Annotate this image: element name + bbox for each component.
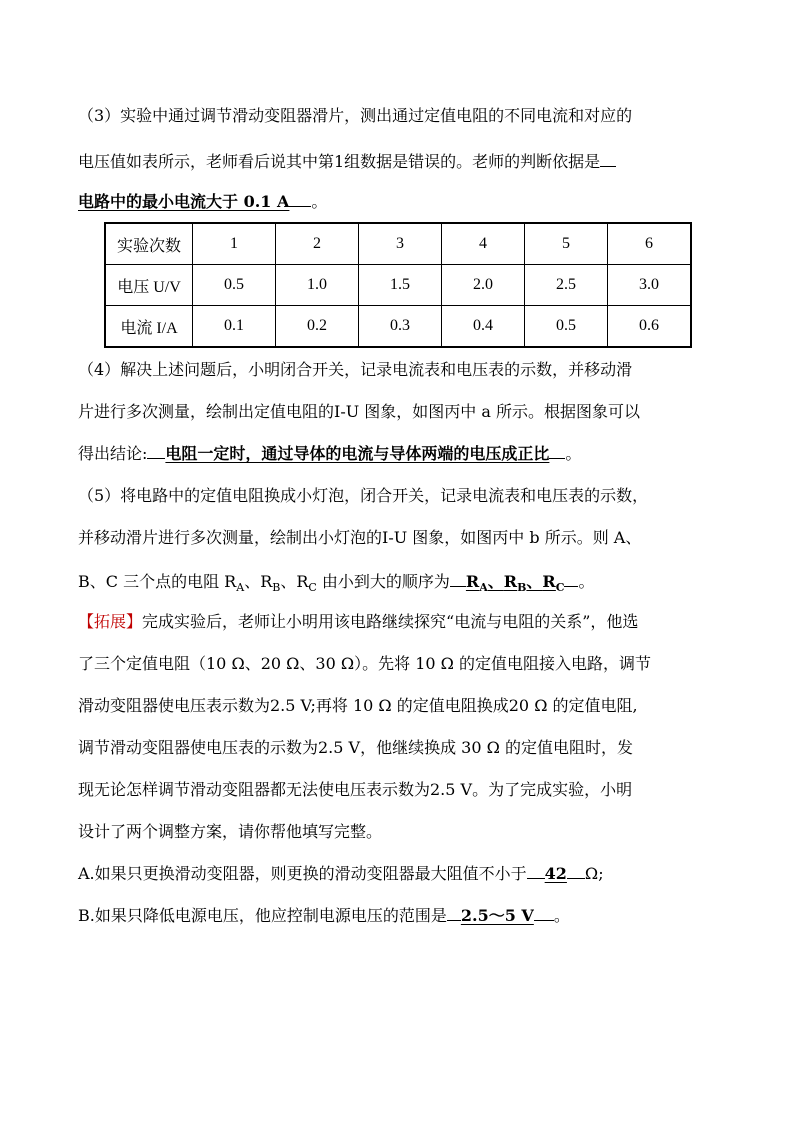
table-cell: 0.6 <box>608 306 692 348</box>
option-a-text: A.如果只更换滑动变阻器，则更换的滑动变阻器最大阻值不小于 <box>78 864 527 883</box>
q5-line-3-mid: 由小到大的顺序为 <box>316 572 450 591</box>
table-cell: 2.5 <box>525 265 608 306</box>
subscript: A <box>236 581 245 595</box>
q3-end: 。 <box>311 192 328 211</box>
ext-line-5: 现无论怎样调节滑动变阻器都无法使电压表示数为2.5 V。为了完成实验，小明 <box>78 780 633 799</box>
table-cell: 1.5 <box>359 265 442 306</box>
table-cell: 0.3 <box>359 306 442 348</box>
q3-line-1: （3）实验中通过调节滑动变阻器滑片，测出通过定值电阻的不同电流和对应的 <box>78 106 633 125</box>
table-cell: 1.0 <box>276 265 359 306</box>
q5-answer-sep: 、 <box>487 572 504 591</box>
answer-blank <box>534 904 554 921</box>
q3-line-3 <box>78 190 327 212</box>
q4-line-2: 片进行多次测量，绘制出定值电阻的I-U 图象，如图丙中 a 所示。根据图象可以 <box>78 402 641 421</box>
ext-line-3: 滑动变阻器使电压表示数为2.5 V;再将 10 Ω 的定值电阻换成20 Ω 的定值电阻, <box>78 696 638 715</box>
answer-blank <box>564 570 578 587</box>
table-cell: 3.0 <box>608 265 692 306</box>
table-header-cell: 6 <box>608 223 692 265</box>
q5-answer <box>465 572 565 595</box>
q4-line-3-text: 得出结论: <box>78 444 148 463</box>
answer-blank <box>450 570 466 587</box>
q5-sep: 、R <box>244 572 273 591</box>
table-header-cell: 4 <box>442 223 525 265</box>
q3-line-2 <box>78 150 616 172</box>
answer-blank <box>567 862 585 879</box>
table-header-row <box>105 223 691 265</box>
table-cell: 2.0 <box>442 265 525 306</box>
table-cell: 0.1 <box>193 306 276 348</box>
ext-line-1 <box>78 612 638 632</box>
ext-line-1-text: 完成实验后，老师让小明用该电路继续探究“电流与电阻的关系”，他选 <box>142 612 639 631</box>
q5-line-3 <box>78 570 595 595</box>
answer-blank <box>447 904 461 921</box>
answer-blank <box>147 442 165 459</box>
answer-blank <box>527 862 545 879</box>
q4-line-3 <box>78 442 581 464</box>
q5-answer-sep: 、 <box>526 572 543 591</box>
ext-line-6: 设计了两个调整方案，请你帮他填写完整。 <box>78 822 383 841</box>
q5-answer-r: R <box>503 572 518 591</box>
table-row <box>105 265 691 306</box>
option-a-answer: 42 <box>544 864 567 883</box>
q5-answer-r: R <box>542 572 556 591</box>
q5-line-1: （5）将电路中的定值电阻换成小灯泡，闭合开关，记录电流表和电压表的示数， <box>78 486 649 505</box>
answer-blank <box>549 442 565 459</box>
table-header-cell: 2 <box>276 223 359 265</box>
q5-line-3-text: B、C 三个点的电阻 R <box>78 572 237 591</box>
table-header-cell: 5 <box>525 223 608 265</box>
subscript: B <box>272 581 281 595</box>
q5-end: 。 <box>578 572 595 591</box>
option-a-end: Ω; <box>584 864 604 883</box>
table-cell: 0.5 <box>525 306 608 348</box>
q4-line-1: （4）解决上述问题后，小明闭合开关，记录电流表和电压表的示数，并移动滑 <box>78 360 633 379</box>
subscript: B <box>517 581 527 595</box>
q3-line-2-text: 电压值如表所示，老师看后说其中第1组数据是错误的。老师的判断依据是 <box>78 152 601 171</box>
option-b-end: 。 <box>553 906 570 925</box>
table-row <box>105 306 691 348</box>
ext-line-2: 了三个定值电阻（10 Ω、20 Ω、30 Ω）。先将 10 Ω 的定值电阻接入电路，调节 <box>78 654 652 673</box>
subscript: C <box>308 581 317 595</box>
table-cell: 电流 I/A <box>105 306 193 348</box>
q4-end: 。 <box>565 444 582 463</box>
answer-blank <box>289 190 311 207</box>
table-header-cell: 1 <box>193 223 276 265</box>
subscript: C <box>555 581 565 595</box>
option-a <box>78 862 604 884</box>
table-cell: 电压 U/V <box>105 265 193 306</box>
table-cell: 0.2 <box>276 306 359 348</box>
answer-blank <box>600 150 616 167</box>
table-cell: 0.5 <box>193 265 276 306</box>
ext-tag: 【拓展】 <box>78 612 143 631</box>
ext-line-4: 调节滑动变阻器使电压表的示数为2.5 V，他继续换成 30 Ω 的定值电阻时，发 <box>78 738 633 757</box>
option-b-text: B.如果只降低电源电压，他应控制电源电压的范围是 <box>78 906 447 925</box>
q4-answer: 电阻一定时，通过导体的电流与导体两端的电压成正比 <box>165 444 550 463</box>
table-header-cell: 实验次数 <box>105 223 193 265</box>
table-cell: 0.4 <box>442 306 525 348</box>
q5-sep: 、R <box>280 572 309 591</box>
option-b <box>78 904 570 926</box>
q5-line-2: 并移动滑片进行多次测量，绘制出小灯泡的I-U 图象，如图丙中 b 所示。则 A、 <box>78 528 642 547</box>
data-table <box>104 222 692 348</box>
q5-answer-r: R <box>465 572 480 591</box>
subscript: A <box>479 581 488 595</box>
q3-answer: 电路中的最小电流大于 0.1 A <box>78 192 290 211</box>
option-b-answer: 2.5～5 V <box>460 906 534 925</box>
table-header-cell: 3 <box>359 223 442 265</box>
